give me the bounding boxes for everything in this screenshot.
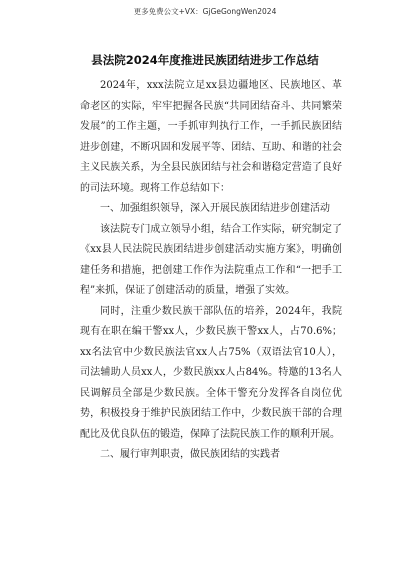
paragraph-staffing: 同时，注重少数民族干部队伍的培养，2024年，我院现有在职在编干警xx人，少数民族干警xx人，占70.6%；xx名法官中少数民族法官xx人占75%（双语法官10人），司法辅助人员xx人，少数民族xx人占84%。特邀的13名人民调解员全部是少数民族。全体干警充分发挥各自岗位优势，积极投身于维护民族团结工作中，少数民族干部的合理配比及优良队伍的锻造，保障了法院民族工作的顺利开展。 xyxy=(80,305,342,440)
paragraph-organization: 该法院专门成立领导小组，结合工作实际，研究制定了《xx县人民法院民族团结进步创建活动实施方案》，明确创建任务和措施，把创建工作作为法院重点工作和“一把手工程”来抓，保证了创建活动的质量，增强了实效。 xyxy=(80,223,342,296)
section-heading-1: 一、加强组织领导，深入开展民族团结进步创建活动 xyxy=(100,203,330,214)
document-body xyxy=(80,76,342,466)
section-heading-2: 二、履行审判职责，做民族团结的实践者 xyxy=(100,449,280,460)
header-note: 更多免费公文+VX：GjGeGongWen2024 xyxy=(133,7,277,16)
paragraph-intro: 2024年，xxx法院立足xx县边疆地区、民族地区、革命老区的实际，牢牢把握各民族“共同团结奋斗、共同繁荣发展”的工作主题，一手抓审判执行工作，一手抓民族团结进步创建，不断巩固和发展平等、团结、互助、和谐的社会主义民族关系，为全县民族团结与社会和谐稳定营造了良好的司法环境。现将工作总结如下： xyxy=(80,80,342,194)
document-title: 县法院2024年度推进民族团结进步工作总结 xyxy=(91,53,319,67)
